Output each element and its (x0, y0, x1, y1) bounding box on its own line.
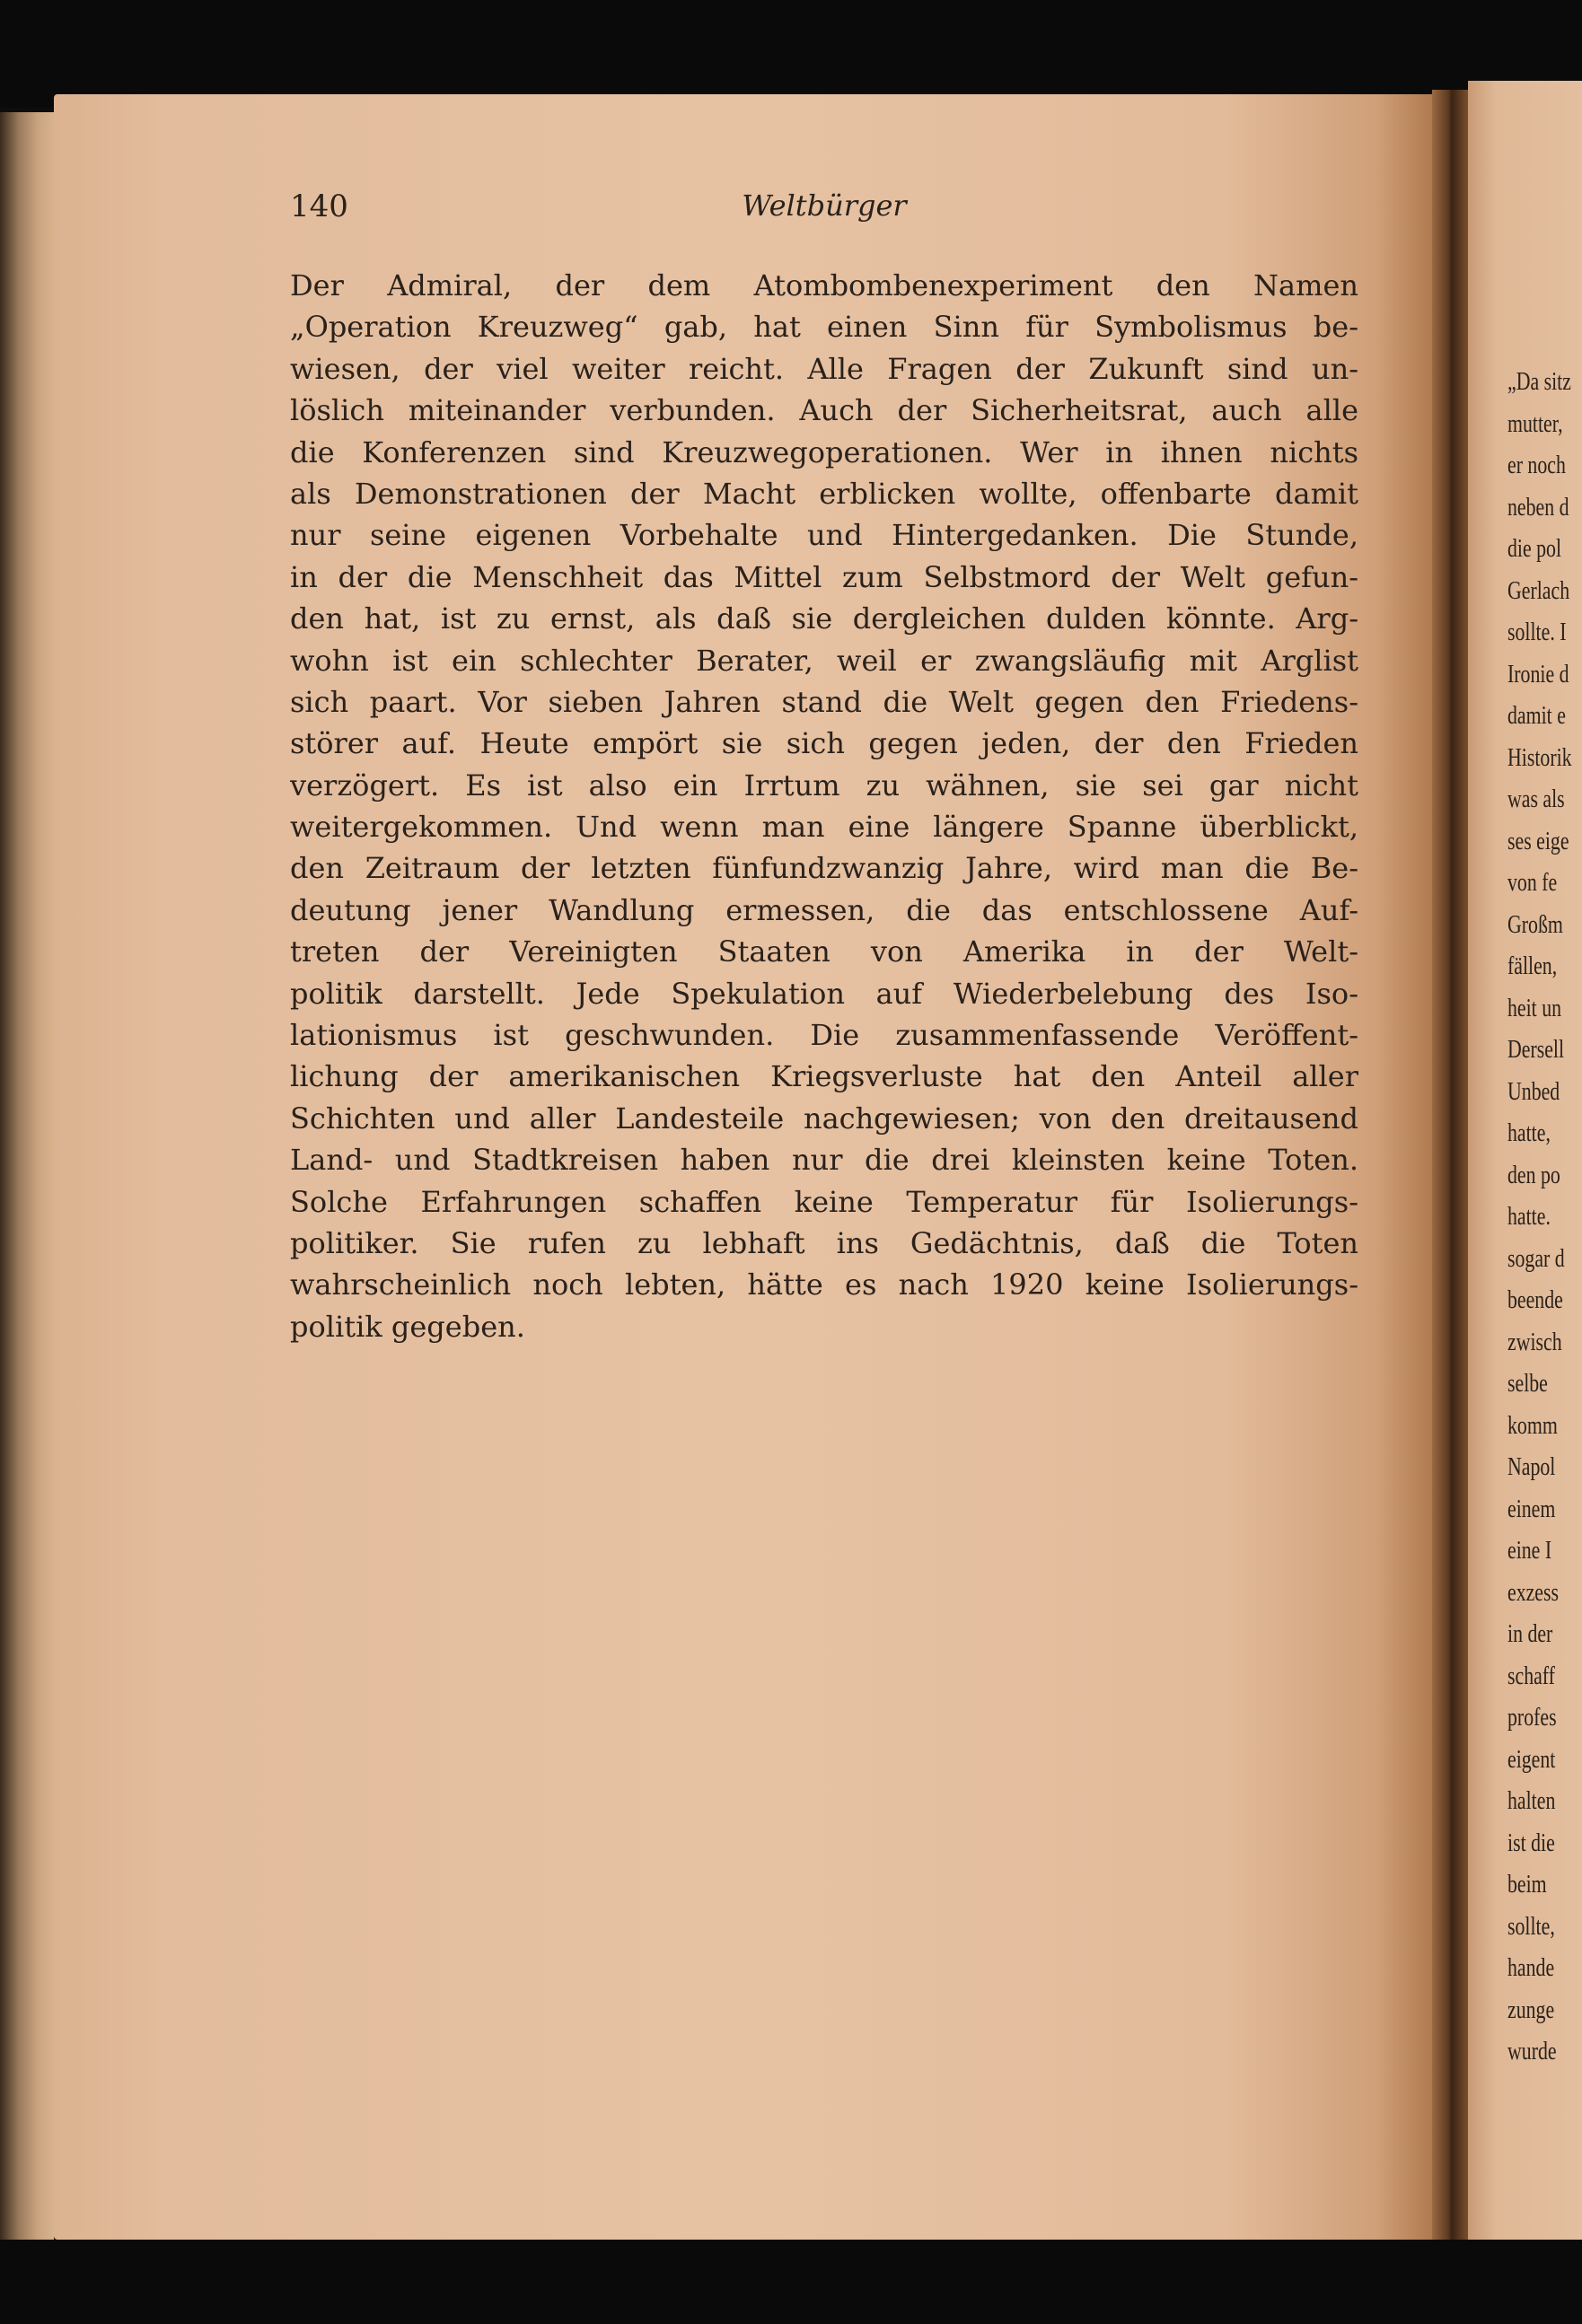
adjacent-page-line: Großm (1507, 910, 1563, 939)
adjacent-page-line: halten (1507, 1787, 1556, 1815)
adjacent-page-line: neben d (1507, 493, 1569, 522)
text-line: lichung der amerikanischen Kriegsverluste hat den Anteil aller (290, 1059, 1358, 1094)
text-line: die Konferenzen sind Kreuzwegoperationen. Wer in ihnen nichts (290, 434, 1358, 469)
text-line: löslich miteinander verbunden. Auch der Sicherheitsrat, auch alle (290, 393, 1358, 428)
body-paragraph (290, 265, 1358, 1347)
text-line: wahrscheinlich noch lebten, hätte es nach 1920 keine Isolierungs- (290, 1267, 1358, 1302)
text-line: weitergekommen. Und wenn man eine längere Spanne überblickt, (290, 810, 1358, 845)
text-line: treten der Vereinigten Staaten von Amerika in der Welt- (290, 934, 1358, 969)
adjacent-page-line: ist die (1507, 1829, 1555, 1857)
adjacent-page-line: hatte, (1507, 1119, 1551, 1147)
text-line: Solche Erfahrungen schaffen keine Temperatur für Isolierungs- (290, 1184, 1358, 1219)
text-line: sich paart. Vor sieben Jahren stand die Welt gegen den Friedens- (290, 684, 1358, 719)
text-line: politik darstellt. Jede Spekulation auf Wiederbelebung des Iso- (290, 976, 1358, 1011)
book-gutter (1432, 90, 1468, 2240)
page-header (290, 189, 1358, 233)
adjacent-page-line: was als (1507, 785, 1565, 813)
adjacent-page (1468, 81, 1582, 2240)
adjacent-page-line: Historik (1507, 743, 1572, 772)
text-line: verzögert. Es ist also ein Irrtum zu wähnen, sie sei gar nicht (290, 767, 1358, 802)
text-line: wohn ist ein schlechter Berater, weil er zwangsläufig mit Arglist (290, 643, 1358, 678)
scan-background-bottom (0, 2240, 1582, 2324)
page-number: 140 (290, 189, 348, 224)
adjacent-page-line: die pol (1507, 535, 1562, 563)
adjacent-page-line: wurde (1507, 2038, 1557, 2065)
text-line: politik gegeben. (290, 1309, 525, 1344)
adjacent-page-line: mutter, (1507, 409, 1563, 438)
adjacent-page-line: selbe (1507, 1370, 1548, 1398)
adjacent-page-line: Dersell (1507, 1036, 1565, 1064)
adjacent-page-line: komm (1507, 1411, 1558, 1440)
adjacent-page-line: sogar d (1507, 1244, 1565, 1273)
adjacent-page-line: Unbed (1507, 1077, 1560, 1106)
text-line: nur seine eigenen Vorbehalte und Hintergedanken. Die Stunde, (290, 518, 1358, 553)
adjacent-page-line: fällen, (1507, 952, 1558, 980)
adjacent-page-line: zunge (1507, 1995, 1555, 2024)
text-line: deutung jener Wandlung ermessen, die das entschlossene Auf- (290, 892, 1358, 927)
text-line: in der die Menschheit das Mittel zum Selbstmord der Welt gefun- (290, 559, 1358, 594)
adjacent-page-line: heit un (1507, 994, 1562, 1022)
adjacent-page-line: einem (1507, 1495, 1556, 1523)
text-line: störer auf. Heute empört sie sich gegen jeden, der den Frieden (290, 726, 1358, 761)
adjacent-page-line: sollte, (1507, 1912, 1555, 1941)
adjacent-page-line: hatte. (1507, 1203, 1551, 1231)
text-line: Schichten und aller Landesteile nachgewiesen; von den dreitausend (290, 1101, 1358, 1136)
adjacent-page-line: er noch (1507, 452, 1566, 479)
page-edges (0, 112, 54, 2240)
scan-background-top (0, 0, 1582, 108)
adjacent-page-line: Ironie d (1507, 660, 1569, 688)
text-line: als Demonstrationen der Macht erblicken wollte, offenbarte damit (290, 476, 1358, 511)
adjacent-page-line: Gerlach (1507, 576, 1570, 605)
running-title: Weltbürger (742, 189, 907, 223)
text-line: wiesen, der viel weiter reicht. Alle Fragen der Zukunft sind un- (290, 351, 1358, 386)
adjacent-page-line: eigent (1507, 1745, 1556, 1774)
adjacent-page-line: zwisch (1507, 1328, 1562, 1356)
adjacent-page-line: von fe (1507, 869, 1558, 897)
text-line: den Zeitraum der letzten fünfundzwanzig Jahre, wird man die Be- (290, 851, 1358, 886)
adjacent-page-line: den po (1507, 1161, 1560, 1189)
adjacent-page-line: beim (1507, 1871, 1547, 1899)
text-line: lationismus ist geschwunden. Die zusammenfassende Veröffent- (290, 1018, 1358, 1053)
adjacent-page-line: sollte. I (1507, 618, 1567, 646)
text-line: politiker. Sie rufen zu lebhaft ins Gedächtnis, daß die Toten (290, 1225, 1358, 1260)
text-line: Land- und Stadtkreisen haben nur die drei kleinsten keine Toten. (290, 1143, 1358, 1178)
text-line: „Operation Kreuzweg“ gab, hat einen Sinn für Symbolismus be- (290, 310, 1358, 345)
text-line: Der Admiral, der dem Atombombenexperiment den Namen (290, 268, 1358, 303)
adjacent-page-line: exzess (1507, 1578, 1560, 1607)
adjacent-page-line: profes (1507, 1704, 1557, 1732)
text-line: den hat, ist zu ernst, als daß sie dergleichen dulden könnte. Arg- (290, 601, 1358, 636)
adjacent-page-line: schaff (1507, 1662, 1555, 1690)
adjacent-page-line: damit e (1507, 702, 1566, 730)
adjacent-page-line: „Da sitz (1507, 368, 1571, 396)
adjacent-page-line: beende (1507, 1286, 1563, 1314)
adjacent-page-line: hande (1507, 1954, 1555, 1982)
adjacent-page-line: Napol (1507, 1453, 1556, 1481)
adjacent-page-line: in der (1507, 1620, 1553, 1648)
adjacent-page-line: ses eige (1507, 827, 1569, 855)
adjacent-page-line: eine I (1507, 1537, 1552, 1565)
